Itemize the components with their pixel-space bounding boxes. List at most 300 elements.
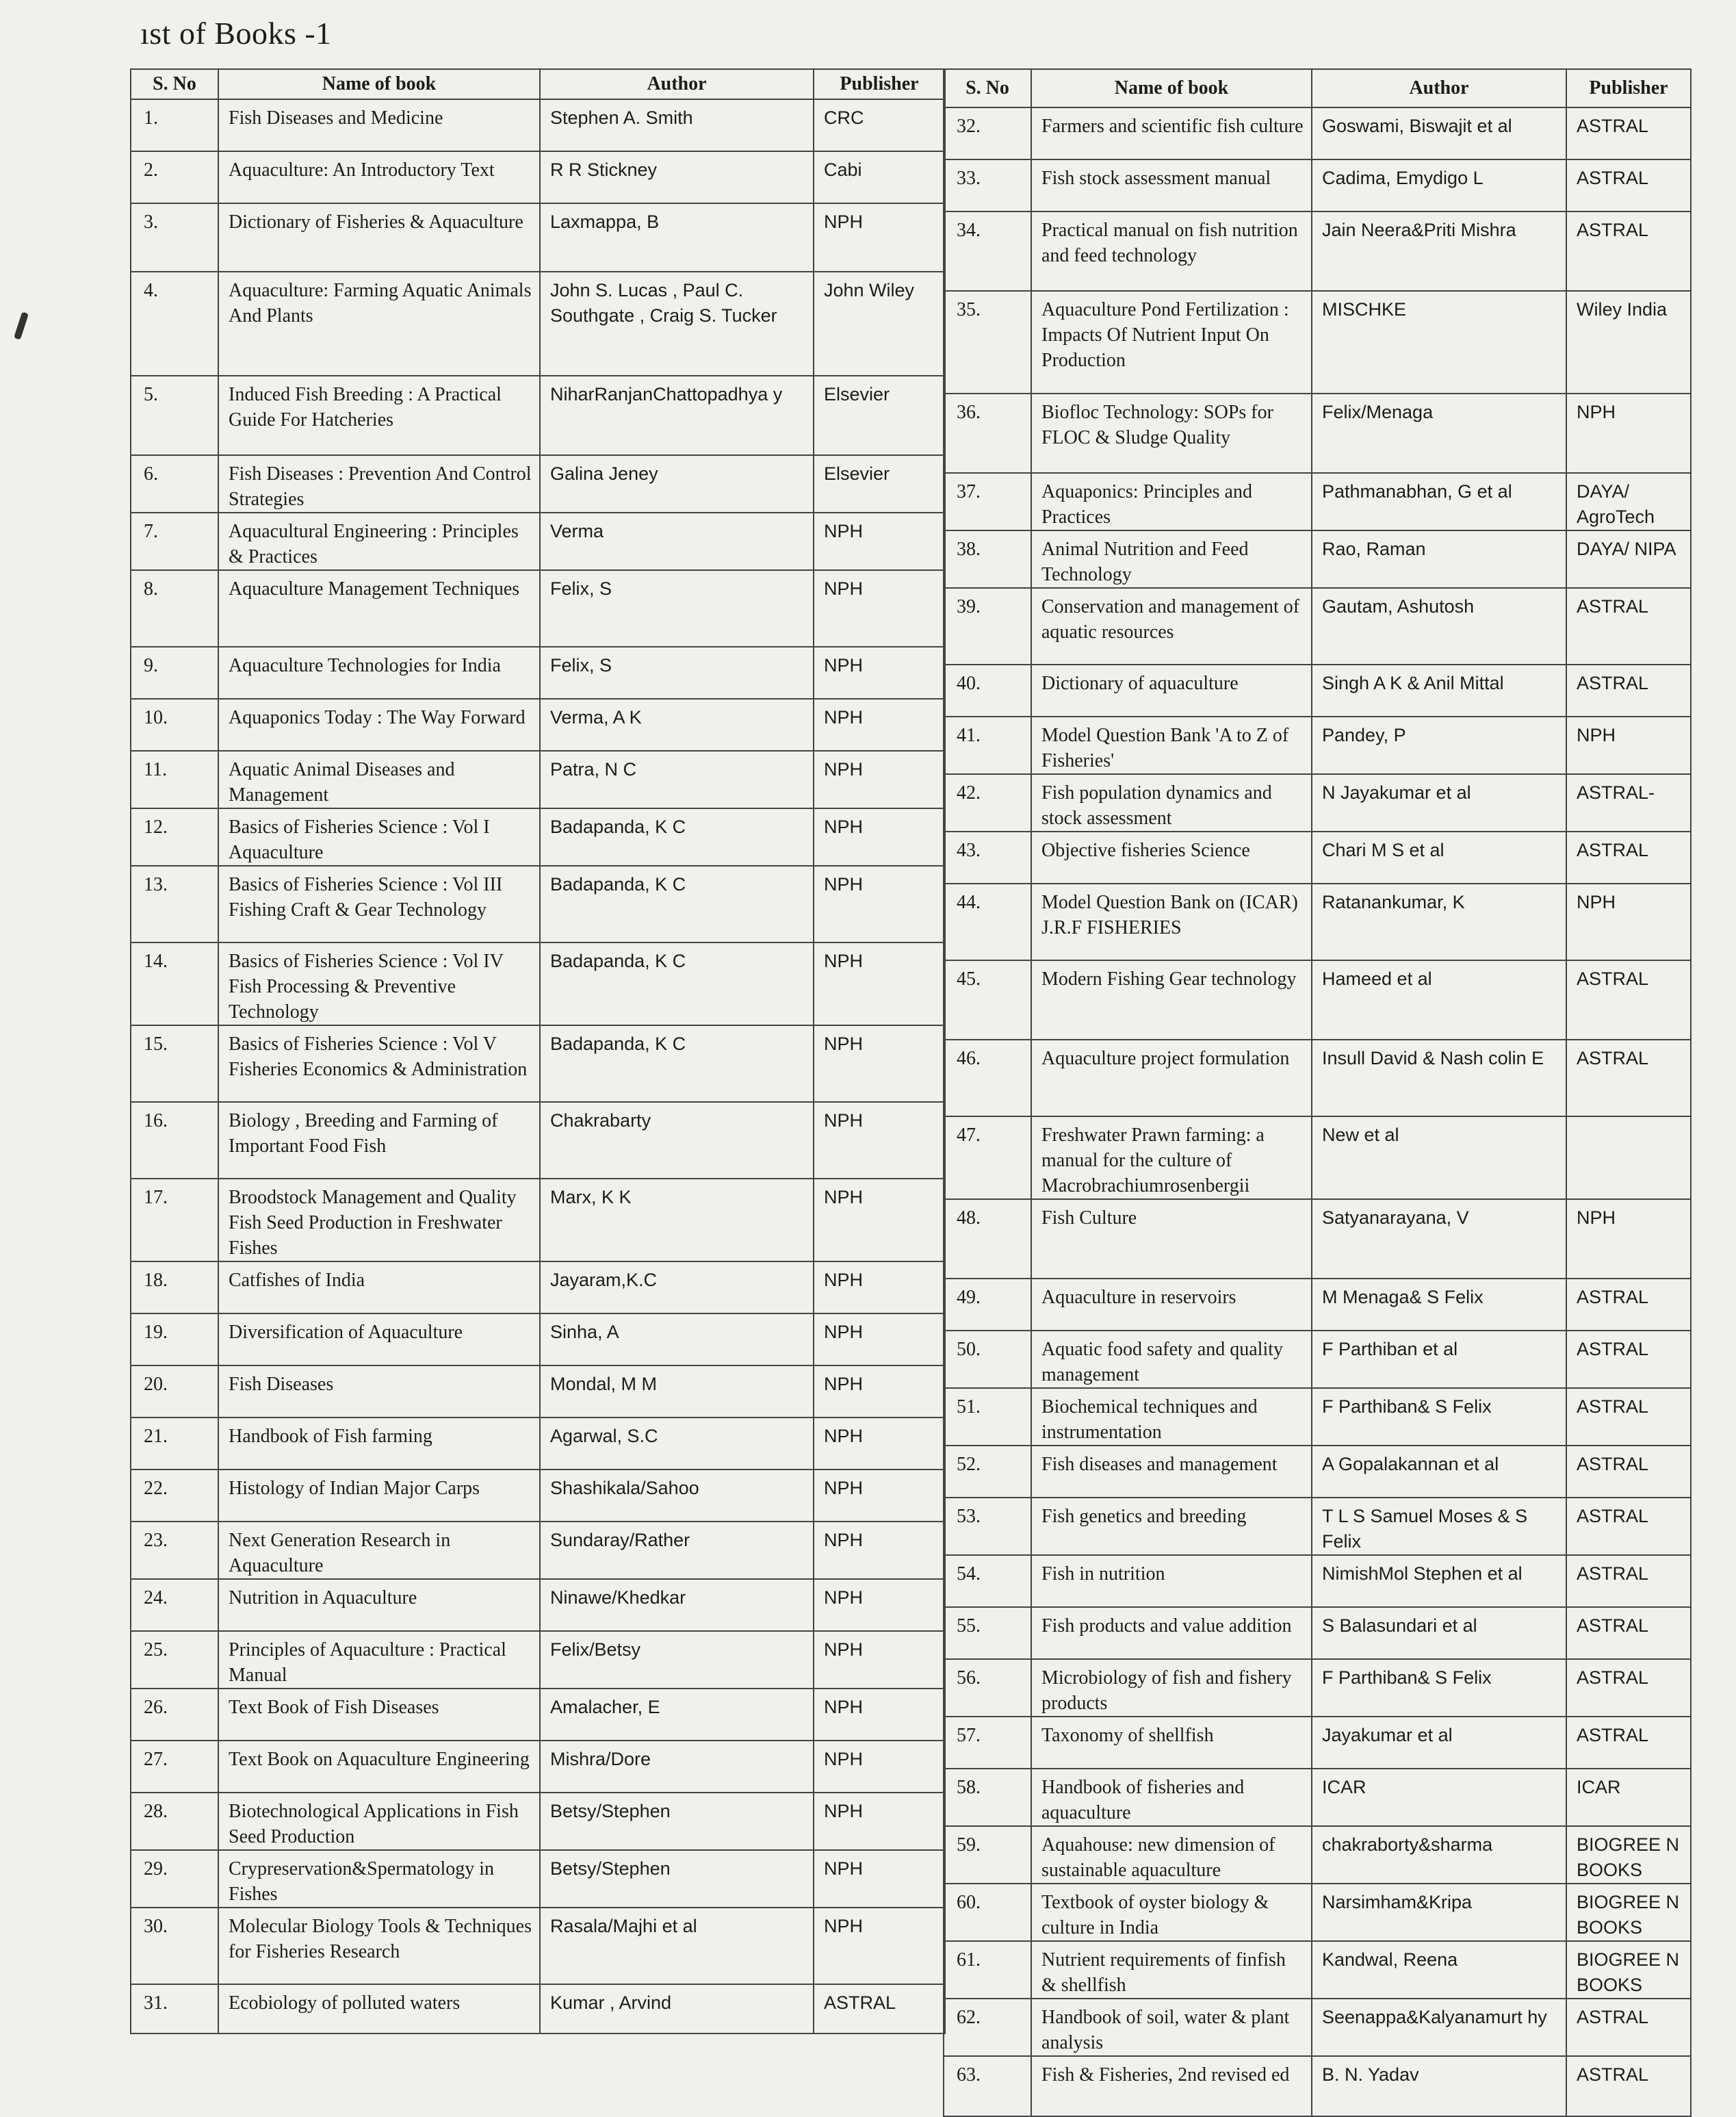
table-row: [944, 1999, 1691, 2056]
cell-author: Kumar , Arvind: [540, 1984, 814, 2033]
cell-book-name: Fish population dynamics and stock assessment: [1031, 774, 1312, 832]
cell-sno: 56.: [944, 1659, 1031, 1717]
cell-book-name: Objective fisheries Science: [1031, 832, 1312, 884]
cell-publisher: ASTRAL: [1566, 1659, 1691, 1717]
cell-author: Jain Neera&Priti Mishra: [1312, 211, 1566, 291]
cell-sno: 40.: [944, 665, 1031, 717]
table-row: [944, 1607, 1691, 1659]
cell-sno: 41.: [944, 717, 1031, 774]
cell-author: Singh A K & Anil Mittal: [1312, 665, 1566, 717]
cell-author: Narsimham&Kripa: [1312, 1884, 1566, 1941]
cell-author: N Jayakumar et al: [1312, 774, 1566, 832]
cell-book-name: Biology , Breeding and Farming of Important Food Fish: [218, 1102, 540, 1179]
cell-author: Ninawe/Khedkar: [540, 1579, 814, 1631]
cell-publisher: John Wiley: [814, 272, 945, 376]
table-row: [944, 1446, 1691, 1498]
cell-author: Patra, N C: [540, 751, 814, 808]
cell-sno: 31.: [131, 1984, 218, 2033]
cell-sno: 16.: [131, 1102, 218, 1179]
cell-publisher: BIOGREE N BOOKS: [1566, 1941, 1691, 1999]
cell-author: Verma, A K: [540, 699, 814, 751]
cell-author: Felix/Betsy: [540, 1631, 814, 1689]
cell-book-name: Basics of Fisheries Science : Vol I Aquaculture: [218, 808, 540, 866]
cell-sno: 33.: [944, 159, 1031, 211]
cell-publisher: ASTRAL: [1566, 665, 1691, 717]
cell-sno: 46.: [944, 1040, 1031, 1116]
table-row: [944, 1116, 1691, 1199]
cell-sno: 63.: [944, 2056, 1031, 2116]
cell-publisher: ASTRAL: [1566, 832, 1691, 884]
cell-author: Sundaray/Rather: [540, 1522, 814, 1579]
cell-publisher: NPH: [814, 808, 945, 866]
cell-author: Felix, S: [540, 570, 814, 647]
cell-book-name: Basics of Fisheries Science : Vol III Fishing Craft & Gear Technology: [218, 866, 540, 942]
cell-author: Kandwal, Reena: [1312, 1941, 1566, 1999]
cell-book-name: Textbook of oyster biology & culture in India: [1031, 1884, 1312, 1941]
table-row: [131, 1984, 945, 2033]
cell-book-name: Model Question Bank on (ICAR) J.R.F FISHERIES: [1031, 884, 1312, 960]
table-row: [944, 1884, 1691, 1941]
table-row: [131, 1579, 945, 1631]
cell-author: T L S Samuel Moses & S Felix: [1312, 1498, 1566, 1555]
cell-publisher: ASTRAL: [814, 1984, 945, 2033]
pen-mark: [14, 311, 29, 339]
cell-author: MISCHKE: [1312, 291, 1566, 394]
cell-author: R R Stickney: [540, 151, 814, 203]
header-name: Name of book: [1031, 69, 1312, 107]
cell-publisher: NPH: [814, 1579, 945, 1631]
cell-sno: 35.: [944, 291, 1031, 394]
table-row: [944, 1498, 1691, 1555]
cell-publisher: NPH: [814, 1522, 945, 1579]
cell-book-name: Biochemical techniques and instrumentation: [1031, 1388, 1312, 1446]
cell-book-name: Fish stock assessment manual: [1031, 159, 1312, 211]
cell-publisher: NPH: [1566, 394, 1691, 473]
table-row: [131, 1850, 945, 1908]
cell-publisher: NPH: [814, 942, 945, 1025]
cell-sno: 18.: [131, 1261, 218, 1313]
cell-publisher: ASTRAL: [1566, 1999, 1691, 2056]
cell-publisher: ASTRAL: [1566, 1498, 1691, 1555]
cell-book-name: Farmers and scientific fish culture: [1031, 107, 1312, 159]
cell-publisher: NPH: [1566, 1199, 1691, 1279]
cell-sno: 21.: [131, 1417, 218, 1470]
cell-book-name: Fish Diseases: [218, 1365, 540, 1417]
books-table-left: [130, 68, 946, 2034]
cell-book-name: Aquatic food safety and quality management: [1031, 1331, 1312, 1388]
cell-publisher: NPH: [814, 1631, 945, 1689]
cell-sno: 62.: [944, 1999, 1031, 2056]
cell-author: Shashikala/Sahoo: [540, 1470, 814, 1522]
cell-book-name: Principles of Aquaculture : Practical Manual: [218, 1631, 540, 1689]
cell-book-name: Microbiology of fish and fishery products: [1031, 1659, 1312, 1717]
table-row: [131, 1102, 945, 1179]
cell-sno: 8.: [131, 570, 218, 647]
cell-author: Amalacher, E: [540, 1689, 814, 1741]
cell-sno: 13.: [131, 866, 218, 942]
cell-publisher: ASTRAL: [1566, 1446, 1691, 1498]
cell-publisher: ASTRAL: [1566, 159, 1691, 211]
cell-book-name: Biofloc Technology: SOPs for FLOC & Sludge Quality: [1031, 394, 1312, 473]
cell-book-name: Fish Diseases and Medicine: [218, 99, 540, 151]
cell-sno: 22.: [131, 1470, 218, 1522]
cell-book-name: Practical manual on fish nutrition and feed technology: [1031, 211, 1312, 291]
cell-publisher: NPH: [814, 1313, 945, 1365]
cell-publisher: NPH: [814, 1179, 945, 1261]
table-row: [944, 717, 1691, 774]
table-row: [131, 1631, 945, 1689]
table-row: [131, 272, 945, 376]
cell-sno: 55.: [944, 1607, 1031, 1659]
cell-sno: 60.: [944, 1884, 1031, 1941]
cell-sno: 11.: [131, 751, 218, 808]
cell-sno: 6.: [131, 455, 218, 513]
cell-sno: 34.: [944, 211, 1031, 291]
cell-publisher: ASTRAL: [1566, 588, 1691, 665]
header-publisher: Publisher: [1566, 69, 1691, 107]
cell-book-name: Handbook of soil, water & plant analysis: [1031, 1999, 1312, 2056]
cell-book-name: Model Question Bank 'A to Z of Fisheries': [1031, 717, 1312, 774]
table-row: [944, 107, 1691, 159]
table-row: [944, 884, 1691, 960]
cell-book-name: Text Book on Aquaculture Engineering: [218, 1741, 540, 1793]
cell-publisher: ASTRAL: [1566, 1607, 1691, 1659]
cell-sno: 12.: [131, 808, 218, 866]
cell-book-name: Aquaculture project formulation: [1031, 1040, 1312, 1116]
cell-publisher: NPH: [814, 1365, 945, 1417]
cell-sno: 44.: [944, 884, 1031, 960]
cell-book-name: Aquacultural Engineering : Principles & Practices: [218, 513, 540, 570]
cell-publisher: Wiley India: [1566, 291, 1691, 394]
cell-author: Badapanda, K C: [540, 866, 814, 942]
header-author: Author: [540, 69, 814, 99]
cell-author: Jayakumar et al: [1312, 1717, 1566, 1769]
cell-author: F Parthiban& S Felix: [1312, 1388, 1566, 1446]
cell-publisher: ASTRAL: [1566, 107, 1691, 159]
cell-author: Betsy/Stephen: [540, 1850, 814, 1908]
table-row: [131, 647, 945, 699]
table-row: [131, 570, 945, 647]
cell-book-name: Basics of Fisheries Science : Vol IV Fish Processing & Preventive Technology: [218, 942, 540, 1025]
table-row: [131, 1417, 945, 1470]
cell-author: Seenappa&Kalyanamurt hy: [1312, 1999, 1566, 2056]
table-row: [944, 291, 1691, 394]
table-row: [944, 2056, 1691, 2116]
cell-book-name: Fish genetics and breeding: [1031, 1498, 1312, 1555]
cell-sno: 14.: [131, 942, 218, 1025]
cell-publisher: Elsevier: [814, 455, 945, 513]
table-row: [944, 1199, 1691, 1279]
cell-book-name: Handbook of fisheries and aquaculture: [1031, 1769, 1312, 1826]
cell-author: Chari M S et al: [1312, 832, 1566, 884]
cell-book-name: Conservation and management of aquatic resources: [1031, 588, 1312, 665]
cell-book-name: Aquaculture Pond Fertilization : Impacts Of Nutrient Input On Production: [1031, 291, 1312, 394]
cell-publisher: NPH: [814, 1470, 945, 1522]
cell-book-name: Histology of Indian Major Carps: [218, 1470, 540, 1522]
cell-author: Gautam, Ashutosh: [1312, 588, 1566, 665]
cell-author: Insull David & Nash colin E: [1312, 1040, 1566, 1116]
cell-author: F Parthiban& S Felix: [1312, 1659, 1566, 1717]
cell-publisher: ICAR: [1566, 1769, 1691, 1826]
cell-author: Stephen A. Smith: [540, 99, 814, 151]
table-row: [944, 530, 1691, 588]
header-row: [944, 69, 1691, 107]
table-row: [944, 1040, 1691, 1116]
cell-book-name: Crypreservation&Spermatology in Fishes: [218, 1850, 540, 1908]
cell-author: Agarwal, S.C: [540, 1417, 814, 1470]
cell-author: Rasala/Majhi et al: [540, 1908, 814, 1984]
cell-sno: 1.: [131, 99, 218, 151]
cell-author: Badapanda, K C: [540, 942, 814, 1025]
cell-sno: 48.: [944, 1199, 1031, 1279]
cell-sno: 57.: [944, 1717, 1031, 1769]
cell-publisher: NPH: [814, 866, 945, 942]
cell-sno: 58.: [944, 1769, 1031, 1826]
cell-book-name: Nutrition in Aquaculture: [218, 1579, 540, 1631]
cell-sno: 23.: [131, 1522, 218, 1579]
cell-sno: 29.: [131, 1850, 218, 1908]
table-row: [944, 1769, 1691, 1826]
table-row: [944, 960, 1691, 1040]
cell-publisher: ASTRAL: [1566, 211, 1691, 291]
cell-publisher: DAYA/ NIPA: [1566, 530, 1691, 588]
table-row: [944, 1279, 1691, 1331]
table-row: [131, 513, 945, 570]
cell-author: Cadima, Emydigo L: [1312, 159, 1566, 211]
cell-publisher: Cabi: [814, 151, 945, 203]
cell-book-name: Text Book of Fish Diseases: [218, 1689, 540, 1741]
table-row: [944, 1331, 1691, 1388]
cell-book-name: Dictionary of aquaculture: [1031, 665, 1312, 717]
cell-sno: 9.: [131, 647, 218, 699]
cell-book-name: Nutrient requirements of finfish & shellfish: [1031, 1941, 1312, 1999]
cell-sno: 49.: [944, 1279, 1031, 1331]
cell-author: Mondal, M M: [540, 1365, 814, 1417]
table-row: [131, 866, 945, 942]
cell-author: Laxmappa, B: [540, 203, 814, 272]
table-row: [944, 665, 1691, 717]
table-row: [944, 1717, 1691, 1769]
cell-sno: 26.: [131, 1689, 218, 1741]
header-publisher: Publisher: [814, 69, 945, 99]
cell-book-name: Aquatic Animal Diseases and Management: [218, 751, 540, 808]
cell-publisher: ASTRAL: [1566, 2056, 1691, 2116]
header-row: [131, 69, 945, 99]
cell-author: NimishMol Stephen et al: [1312, 1555, 1566, 1607]
header-sno: S. No: [944, 69, 1031, 107]
cell-publisher: NPH: [814, 1025, 945, 1102]
cell-publisher: BIOGREE N BOOKS: [1566, 1826, 1691, 1884]
cell-book-name: Freshwater Prawn farming: a manual for the culture of Macrobrachiumrosenbergii: [1031, 1116, 1312, 1199]
table-row: [944, 1826, 1691, 1884]
cell-sno: 45.: [944, 960, 1031, 1040]
table-row: [944, 159, 1691, 211]
cell-sno: 19.: [131, 1313, 218, 1365]
cell-publisher: NPH: [814, 1908, 945, 1984]
table-row: [131, 1741, 945, 1793]
table-row: [944, 473, 1691, 530]
cell-book-name: Diversification of Aquaculture: [218, 1313, 540, 1365]
table-row: [131, 376, 945, 455]
cell-author: B. N. Yadav: [1312, 2056, 1566, 2116]
cell-book-name: Basics of Fisheries Science : Vol V Fisheries Economics & Administration: [218, 1025, 540, 1102]
table-row: [944, 774, 1691, 832]
table-row: [944, 1941, 1691, 1999]
cell-book-name: Induced Fish Breeding : A Practical Guide For Hatcheries: [218, 376, 540, 455]
cell-author: Hameed et al: [1312, 960, 1566, 1040]
cell-sno: 47.: [944, 1116, 1031, 1199]
cell-book-name: Broodstock Management and Quality Fish Seed Production in Freshwater Fishes: [218, 1179, 540, 1261]
cell-book-name: Animal Nutrition and Feed Technology: [1031, 530, 1312, 588]
cell-author: Goswami, Biswajit et al: [1312, 107, 1566, 159]
table-row: [131, 1470, 945, 1522]
cell-sno: 42.: [944, 774, 1031, 832]
cell-book-name: Fish products and value addition: [1031, 1607, 1312, 1659]
table-row: [131, 1365, 945, 1417]
cell-publisher: ASTRAL: [1566, 960, 1691, 1040]
cell-book-name: Fish diseases and management: [1031, 1446, 1312, 1498]
cell-sno: 39.: [944, 588, 1031, 665]
page-title: ıst of Books -1: [140, 16, 332, 51]
cell-sno: 50.: [944, 1331, 1031, 1388]
cell-sno: 27.: [131, 1741, 218, 1793]
cell-author: chakraborty&sharma: [1312, 1826, 1566, 1884]
cell-author: Satyanarayana, V: [1312, 1199, 1566, 1279]
cell-book-name: Aquaculture Management Techniques: [218, 570, 540, 647]
table-row: [131, 808, 945, 866]
cell-sno: 36.: [944, 394, 1031, 473]
cell-author: Felix/Menaga: [1312, 394, 1566, 473]
cell-sno: 61.: [944, 1941, 1031, 1999]
cell-sno: 28.: [131, 1793, 218, 1850]
cell-author: Mishra/Dore: [540, 1741, 814, 1793]
table-row: [944, 394, 1691, 473]
cell-publisher: DAYA/ AgroTech: [1566, 473, 1691, 530]
cell-author: Ratanankumar, K: [1312, 884, 1566, 960]
table-row: [131, 1313, 945, 1365]
cell-publisher: ASTRAL: [1566, 1717, 1691, 1769]
cell-publisher: ASTRAL: [1566, 1555, 1691, 1607]
cell-author: Pandey, P: [1312, 717, 1566, 774]
header-name: Name of book: [218, 69, 540, 99]
table-row: [131, 1793, 945, 1850]
table-row: [131, 751, 945, 808]
cell-sno: 43.: [944, 832, 1031, 884]
cell-publisher: Elsevier: [814, 376, 945, 455]
cell-publisher: ASTRAL: [1566, 1040, 1691, 1116]
cell-book-name: Aquaponics: Principles and Practices: [1031, 473, 1312, 530]
cell-sno: 32.: [944, 107, 1031, 159]
table-row: [131, 203, 945, 272]
cell-sno: 7.: [131, 513, 218, 570]
cell-sno: 53.: [944, 1498, 1031, 1555]
cell-sno: 59.: [944, 1826, 1031, 1884]
cell-book-name: Biotechnological Applications in Fish Seed Production: [218, 1793, 540, 1850]
cell-publisher: ASTRAL: [1566, 1331, 1691, 1388]
cell-author: Rao, Raman: [1312, 530, 1566, 588]
cell-author: ICAR: [1312, 1769, 1566, 1826]
cell-book-name: Ecobiology of polluted waters: [218, 1984, 540, 2033]
table-row: [131, 1689, 945, 1741]
cell-sno: 51.: [944, 1388, 1031, 1446]
cell-book-name: Fish in nutrition: [1031, 1555, 1312, 1607]
cell-publisher: NPH: [1566, 884, 1691, 960]
cell-publisher: ASTRAL: [1566, 1388, 1691, 1446]
cell-sno: 17.: [131, 1179, 218, 1261]
table-row: [131, 1522, 945, 1579]
cell-publisher: ASTRAL-: [1566, 774, 1691, 832]
cell-book-name: Aquaculture: An Introductory Text: [218, 151, 540, 203]
cell-sno: 30.: [131, 1908, 218, 1984]
cell-sno: 24.: [131, 1579, 218, 1631]
cell-author: NiharRanjanChattopadhya y: [540, 376, 814, 455]
cell-publisher: NPH: [814, 1850, 945, 1908]
cell-publisher: CRC: [814, 99, 945, 151]
cell-publisher: NPH: [814, 1793, 945, 1850]
table-row: [131, 1908, 945, 1984]
cell-sno: 37.: [944, 473, 1031, 530]
cell-publisher: NPH: [814, 1741, 945, 1793]
cell-author: Verma: [540, 513, 814, 570]
table-row: [944, 1555, 1691, 1607]
cell-author: John S. Lucas , Paul C. Southgate , Craig S. Tucker: [540, 272, 814, 376]
cell-sno: 54.: [944, 1555, 1031, 1607]
table-row: [131, 99, 945, 151]
cell-book-name: Next Generation Research in Aquaculture: [218, 1522, 540, 1579]
cell-author: Chakrabarty: [540, 1102, 814, 1179]
cell-author: F Parthiban et al: [1312, 1331, 1566, 1388]
cell-sno: 38.: [944, 530, 1031, 588]
cell-author: A Gopalakannan et al: [1312, 1446, 1566, 1498]
cell-author: Jayaram,K.C: [540, 1261, 814, 1313]
cell-book-name: Fish & Fisheries, 2nd revised ed: [1031, 2056, 1312, 2116]
cell-author: Sinha, A: [540, 1313, 814, 1365]
cell-book-name: Aquaponics Today : The Way Forward: [218, 699, 540, 751]
cell-author: Pathmanabhan, G et al: [1312, 473, 1566, 530]
books-table-right: [943, 68, 1692, 2117]
cell-author: Marx, K K: [540, 1179, 814, 1261]
cell-publisher: NPH: [814, 570, 945, 647]
table-row: [131, 1261, 945, 1313]
cell-publisher: BIOGREE N BOOKS: [1566, 1884, 1691, 1941]
cell-publisher: NPH: [814, 203, 945, 272]
cell-sno: 20.: [131, 1365, 218, 1417]
cell-sno: 4.: [131, 272, 218, 376]
cell-sno: 52.: [944, 1446, 1031, 1498]
cell-book-name: Fish Culture: [1031, 1199, 1312, 1279]
table-row: [131, 699, 945, 751]
cell-author: Galina Jeney: [540, 455, 814, 513]
table-row: [944, 211, 1691, 291]
cell-publisher: NPH: [814, 751, 945, 808]
table-row: [131, 1179, 945, 1261]
cell-publisher: [1566, 1116, 1691, 1199]
cell-sno: 15.: [131, 1025, 218, 1102]
cell-author: M Menaga& S Felix: [1312, 1279, 1566, 1331]
cell-publisher: NPH: [814, 513, 945, 570]
header-sno: S. No: [131, 69, 218, 99]
cell-publisher: NPH: [814, 1689, 945, 1741]
cell-publisher: ASTRAL: [1566, 1279, 1691, 1331]
cell-book-name: Fish Diseases : Prevention And Control Strategies: [218, 455, 540, 513]
header-author: Author: [1312, 69, 1566, 107]
cell-book-name: Molecular Biology Tools & Techniques for Fisheries Research: [218, 1908, 540, 1984]
cell-book-name: Aquaculture: Farming Aquatic Animals And Plants: [218, 272, 540, 376]
cell-sno: 5.: [131, 376, 218, 455]
cell-book-name: Taxonomy of shellfish: [1031, 1717, 1312, 1769]
cell-publisher: NPH: [814, 1261, 945, 1313]
cell-author: Badapanda, K C: [540, 808, 814, 866]
